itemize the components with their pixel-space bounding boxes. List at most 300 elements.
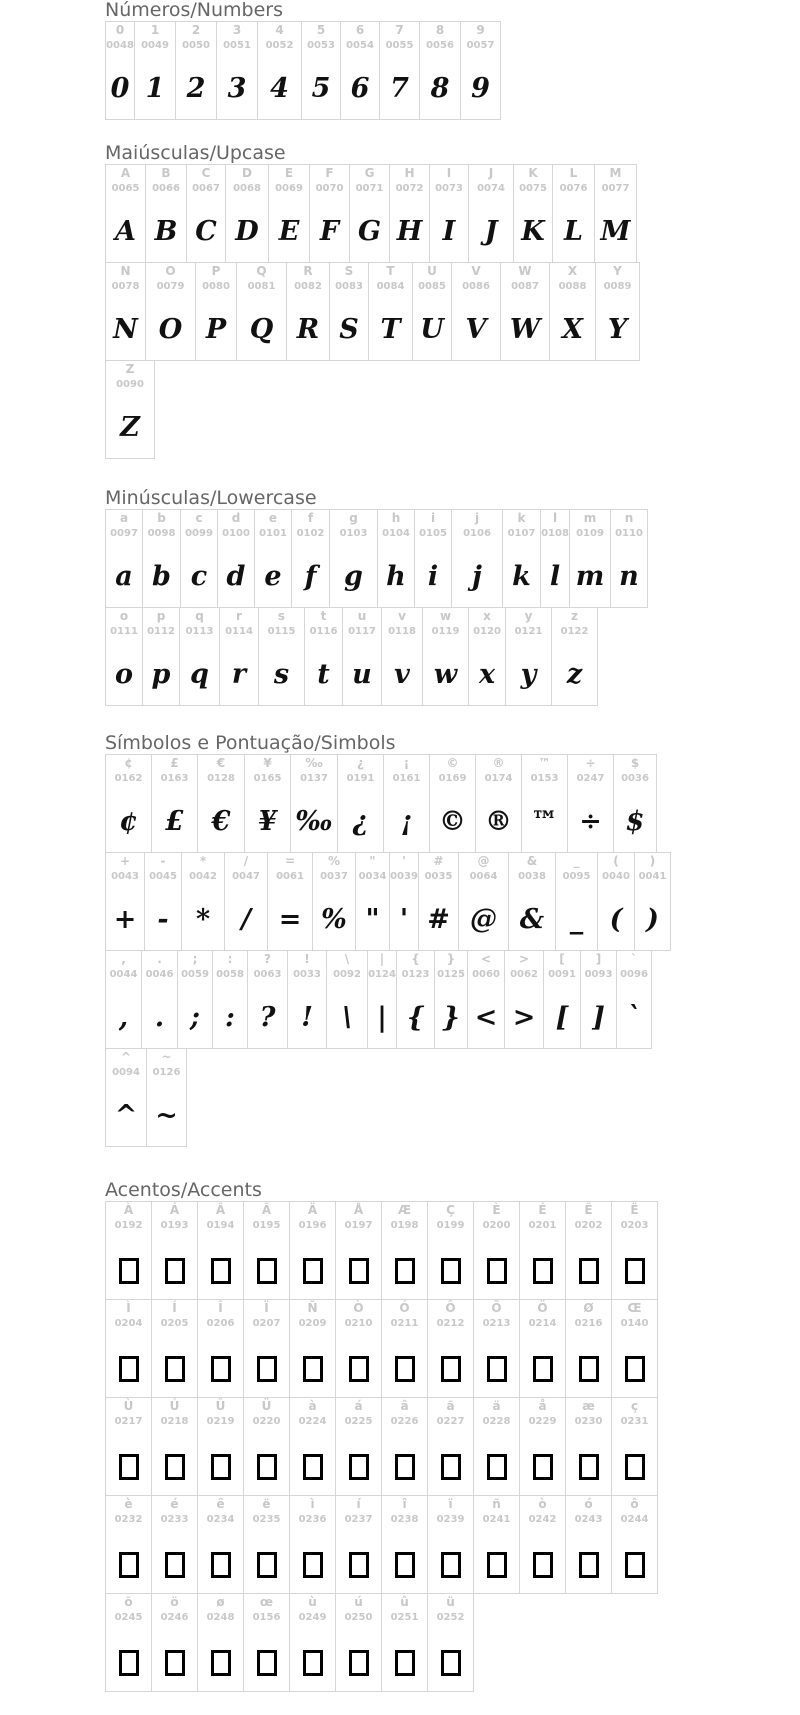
- missing-glyph-icon: [533, 1258, 553, 1284]
- glyph-row: [105, 754, 670, 852]
- glyph-cell: [504, 950, 544, 1049]
- glyph-cell: [418, 852, 459, 951]
- glyph-code: 0111: [110, 626, 138, 637]
- glyph-label: ¥: [263, 756, 272, 770]
- missing-glyph-icon: [579, 1552, 599, 1578]
- glyph-label: ü: [446, 1595, 455, 1609]
- glyph-cell: [569, 509, 611, 608]
- missing-glyph-icon: [441, 1258, 461, 1284]
- glyph-label: Ä: [307, 1203, 318, 1217]
- glyph-cell: [267, 852, 313, 951]
- glyph-code: 0105: [419, 528, 447, 539]
- glyph-cell: [540, 509, 570, 608]
- glyph-code: 0038: [518, 871, 546, 882]
- glyph-code: 0087: [511, 281, 539, 292]
- glyph-code: 0238: [390, 1514, 419, 1525]
- missing-glyph-icon: [257, 1356, 277, 1382]
- glyph-row: [105, 1495, 657, 1593]
- glyph-sample: /: [241, 904, 251, 935]
- missing-glyph-icon: [165, 1650, 185, 1676]
- glyph-code: 0140: [620, 1318, 649, 1329]
- glyph-code: 0242: [528, 1514, 557, 1525]
- glyph-label: Ê: [584, 1203, 593, 1217]
- glyph-code: 0082: [294, 281, 322, 292]
- glyph-sample: K: [521, 216, 545, 247]
- glyph-sample: s: [273, 659, 290, 690]
- glyph-label: 5: [316, 23, 326, 37]
- glyph-sample: L: [564, 216, 583, 247]
- glyph-cell: [414, 509, 452, 608]
- glyph-cell: [146, 1048, 187, 1147]
- glyph-cell: [565, 1299, 612, 1398]
- glyph-code: 0053: [307, 40, 335, 51]
- glyph-sample: h: [386, 561, 406, 592]
- glyph-code: 0091: [548, 969, 576, 980]
- glyph-code: 0041: [638, 871, 667, 882]
- glyph-code: 0077: [601, 183, 630, 194]
- glyph-sample: =: [278, 904, 302, 935]
- glyph-code: 0056: [426, 40, 454, 51]
- glyph-cell: [144, 852, 182, 951]
- section-upcase: [105, 143, 639, 458]
- glyph-label: |: [379, 952, 385, 966]
- glyph-cell: [611, 1299, 658, 1398]
- glyph-label: (: [613, 854, 619, 868]
- glyph-cell: [286, 262, 330, 361]
- glyph-cell: [567, 754, 614, 853]
- glyph-label: M: [609, 166, 622, 180]
- glyph-code: 0193: [160, 1220, 189, 1231]
- glyph-code: 0243: [574, 1514, 603, 1525]
- glyph-code: 0084: [376, 281, 405, 292]
- glyph-label: y: [524, 609, 533, 623]
- glyph-code: 0043: [111, 871, 139, 882]
- glyph-label: ?: [264, 952, 271, 966]
- glyph-label: 7: [395, 23, 404, 37]
- glyph-label: $: [630, 756, 640, 770]
- glyph-code: 0244: [620, 1514, 649, 1525]
- glyph-label: Ë: [630, 1203, 639, 1217]
- missing-glyph-icon: [395, 1552, 415, 1578]
- glyph-cell: [289, 1495, 336, 1594]
- glyph-code: 0210: [344, 1318, 373, 1329]
- glyph-cell: [175, 21, 217, 120]
- glyph-label: v: [398, 609, 406, 623]
- glyph-label: [: [559, 952, 565, 966]
- glyph-cell: [611, 1201, 658, 1300]
- glyph-row: [105, 852, 670, 950]
- glyph-sample: %: [321, 904, 347, 935]
- section-symbols: [105, 733, 670, 1146]
- glyph-row: [105, 1593, 657, 1691]
- glyph-label: C: [201, 166, 211, 180]
- glyph-code: 0108: [541, 528, 569, 539]
- glyph-code: 0079: [156, 281, 185, 292]
- glyph-label: k: [517, 511, 526, 525]
- glyph-label: r: [236, 609, 242, 623]
- glyph-code: 0116: [309, 626, 338, 637]
- glyph-cell: [105, 1048, 147, 1147]
- glyph-cell: [197, 1593, 244, 1692]
- glyph-code: 0093: [584, 969, 613, 980]
- glyph-label: Î: [218, 1301, 223, 1315]
- glyph-label: R: [303, 264, 313, 278]
- glyph-label: á: [354, 1399, 363, 1413]
- missing-glyph-icon: [119, 1258, 139, 1284]
- glyph-label: o: [119, 609, 129, 623]
- glyph-sample: w: [433, 659, 458, 690]
- glyph-label: ™: [538, 756, 551, 770]
- missing-glyph-icon: [349, 1258, 369, 1284]
- glyph-code: 0106: [463, 528, 491, 539]
- glyph-code: 0199: [436, 1220, 465, 1231]
- glyph-cell: [595, 262, 640, 361]
- glyph-cell: [180, 509, 218, 608]
- glyph-cell: [513, 164, 553, 263]
- missing-glyph-icon: [119, 1552, 139, 1578]
- missing-glyph-icon: [487, 1552, 507, 1578]
- glyph-cell: [257, 21, 302, 120]
- glyph-sample: 4: [270, 73, 289, 104]
- glyph-code: 0249: [298, 1612, 327, 1623]
- glyph-cell: [105, 360, 155, 459]
- glyph-code: 0033: [293, 969, 321, 980]
- glyph-sample: ¡: [400, 806, 413, 837]
- glyph-code: 0049: [141, 40, 169, 51]
- glyph-code: 0099: [185, 528, 213, 539]
- glyph-sample: ;: [190, 1002, 200, 1033]
- glyph-sample: ": [365, 904, 380, 935]
- glyph-label: Ç: [446, 1203, 455, 1217]
- glyph-label: ï: [448, 1497, 453, 1511]
- glyph-sample: d: [226, 561, 246, 592]
- glyph-code: 0233: [160, 1514, 189, 1525]
- glyph-label: Q: [256, 264, 267, 278]
- glyph-cell: [565, 1495, 612, 1594]
- glyph-cell: [519, 1299, 566, 1398]
- glyph-sample: ¥: [258, 806, 277, 837]
- glyph-label: æ: [582, 1399, 595, 1413]
- missing-glyph-icon: [625, 1552, 645, 1578]
- missing-glyph-icon: [533, 1454, 553, 1480]
- glyph-cell: [243, 1201, 290, 1300]
- glyph-cell: [243, 1593, 290, 1692]
- glyph-code: 0064: [469, 871, 498, 882]
- glyph-label: \: [344, 952, 350, 966]
- glyph-cell: [134, 21, 176, 120]
- glyph-sample: V: [465, 314, 487, 345]
- glyph-sample: q: [190, 659, 209, 690]
- glyph-label: T: [386, 264, 395, 278]
- missing-glyph-icon: [441, 1454, 461, 1480]
- glyph-cell: [337, 754, 384, 853]
- missing-glyph-icon: [211, 1258, 231, 1284]
- glyph-label: <: [480, 952, 492, 966]
- glyph-code: 0248: [206, 1612, 235, 1623]
- glyph-label: ó: [584, 1497, 593, 1511]
- missing-glyph-icon: [303, 1650, 323, 1676]
- glyph-label: Ã: [261, 1203, 272, 1217]
- missing-glyph-icon: [487, 1258, 507, 1284]
- glyph-label: ): [649, 854, 656, 868]
- glyph-cell: [610, 509, 648, 608]
- missing-glyph-icon: [257, 1258, 277, 1284]
- glyph-code: 0118: [388, 626, 416, 637]
- glyph-row: [105, 262, 639, 360]
- glyph-cell: [179, 607, 220, 706]
- glyph-cell: [427, 1201, 474, 1300]
- missing-glyph-icon: [395, 1454, 415, 1480]
- glyph-cell: [335, 1299, 382, 1398]
- glyph-label: À: [123, 1203, 134, 1217]
- glyph-code: 0121: [514, 626, 543, 637]
- glyph-label: V: [471, 264, 481, 278]
- glyph-cell: [473, 1299, 520, 1398]
- glyph-label: ¢: [124, 756, 133, 770]
- glyph-code: 0096: [620, 969, 648, 980]
- glyph-code: 0115: [267, 626, 296, 637]
- glyph-code: 0123: [401, 969, 430, 980]
- glyph-sample: o: [114, 659, 133, 690]
- glyph-cell: [326, 950, 368, 1049]
- glyph-label: å: [538, 1399, 547, 1413]
- glyph-code: 0069: [275, 183, 303, 194]
- missing-glyph-icon: [165, 1258, 185, 1284]
- glyph-cell: [105, 1495, 152, 1594]
- glyph-cell: [177, 950, 213, 1049]
- glyph-code: 0073: [435, 183, 463, 194]
- glyph-code: 0247: [576, 773, 605, 784]
- glyph-cell: [197, 1495, 244, 1594]
- glyph-sample: u: [352, 659, 372, 690]
- glyph-label: 8: [435, 23, 445, 37]
- glyph-label: x: [483, 609, 491, 623]
- glyph-label: e: [268, 511, 278, 525]
- missing-glyph-icon: [625, 1258, 645, 1284]
- glyph-label: _: [573, 854, 580, 868]
- glyph-code: 0169: [438, 773, 467, 784]
- glyph-sample: {: [406, 1002, 425, 1033]
- glyph-sample: c: [190, 561, 208, 592]
- glyph-cell: [383, 754, 430, 853]
- glyph-sample: t: [317, 659, 330, 690]
- glyph-cell: [340, 21, 380, 120]
- glyph-cell: [247, 950, 288, 1049]
- glyph-label: 9: [476, 23, 485, 37]
- glyph-cell: [502, 509, 541, 608]
- missing-glyph-icon: [165, 1454, 185, 1480]
- glyph-cell: [289, 1397, 336, 1496]
- glyph-label: Z: [125, 362, 135, 376]
- glyph-cell: [105, 1201, 152, 1300]
- glyph-sample: -: [157, 904, 169, 935]
- glyph-label: ç: [630, 1399, 639, 1413]
- glyph-cell: [427, 1299, 474, 1398]
- glyph-cell: [151, 1201, 198, 1300]
- glyph-sample: z: [566, 659, 583, 690]
- missing-glyph-icon: [211, 1552, 231, 1578]
- glyph-cell: [389, 164, 430, 263]
- glyph-code: 0197: [344, 1220, 373, 1231]
- glyph-label: î: [402, 1497, 407, 1511]
- glyph-label: Õ: [491, 1301, 502, 1315]
- glyph-sample: \: [342, 1002, 352, 1033]
- glyph-label: û: [400, 1595, 409, 1609]
- glyph-cell: [258, 607, 305, 706]
- glyph-code: 0119: [431, 626, 460, 637]
- glyph-sample: ©: [439, 806, 466, 837]
- glyph-cell: [244, 754, 291, 853]
- glyph-sample: N: [113, 314, 138, 345]
- glyph-cell: [434, 950, 468, 1049]
- glyph-cell: [141, 950, 178, 1049]
- glyph-label: j: [474, 511, 480, 525]
- glyph-code: 0230: [574, 1416, 603, 1427]
- glyph-sample: W: [509, 314, 541, 345]
- glyph-code: 0165: [253, 773, 282, 784]
- glyph-sample: ®: [485, 806, 512, 837]
- glyph-cell: [379, 21, 420, 120]
- glyph-cell: [105, 607, 143, 706]
- missing-glyph-icon: [349, 1650, 369, 1676]
- glyph-cell: [105, 1593, 152, 1692]
- glyph-label: Â: [215, 1203, 226, 1217]
- glyph-code: 0089: [603, 281, 632, 292]
- glyph-sample: _: [569, 904, 584, 935]
- glyph-label: Ô: [445, 1301, 456, 1315]
- glyph-code: 0114: [225, 626, 253, 637]
- glyph-label: S: [344, 264, 354, 278]
- glyph-code: 0217: [114, 1416, 143, 1427]
- glyph-sample: C: [195, 216, 217, 247]
- missing-glyph-icon: [487, 1356, 507, 1382]
- glyph-sample: @: [470, 904, 497, 935]
- glyph-label: L: [569, 166, 578, 180]
- glyph-cell: [549, 262, 596, 361]
- glyph-label: É: [538, 1203, 547, 1217]
- glyph-code: 0224: [298, 1416, 327, 1427]
- glyph-cell: [367, 950, 397, 1049]
- glyph-sample: I: [442, 216, 456, 247]
- glyph-label: Y: [613, 264, 622, 278]
- glyph-sample: f: [304, 561, 317, 592]
- glyph-cell: [195, 262, 237, 361]
- glyph-row: [105, 1299, 657, 1397]
- glyph-code: 0202: [574, 1220, 603, 1231]
- glyph-cell: [368, 262, 413, 361]
- glyph-code: 0054: [346, 40, 374, 51]
- glyph-cell: [342, 607, 382, 706]
- missing-glyph-icon: [579, 1356, 599, 1382]
- glyph-cell: [475, 754, 522, 853]
- glyph-code: 0050: [182, 40, 210, 51]
- glyph-label: Ò: [353, 1301, 364, 1315]
- glyph-cell: [151, 1299, 198, 1398]
- glyph-label: ®: [492, 756, 505, 770]
- glyph-code: 0227: [436, 1416, 465, 1427]
- glyph-cell: [473, 1201, 520, 1300]
- missing-glyph-icon: [395, 1356, 415, 1382]
- glyph-label: t: [320, 609, 327, 623]
- glyph-code: 0235: [252, 1514, 281, 1525]
- missing-glyph-icon: [119, 1356, 139, 1382]
- glyph-label: í: [356, 1497, 361, 1511]
- glyph-cell: [427, 1397, 474, 1496]
- glyph-sample: D: [235, 216, 259, 247]
- glyph-cell: [335, 1593, 382, 1692]
- glyph-cell: [412, 262, 452, 361]
- glyph-cell: [500, 262, 550, 361]
- glyph-label: B: [161, 166, 171, 180]
- glyph-cell: [519, 1397, 566, 1496]
- glyph-code: 0068: [233, 183, 261, 194]
- glyph-sample: £: [165, 806, 184, 837]
- glyph-code: 0236: [298, 1514, 327, 1525]
- section-accents: [105, 1180, 657, 1691]
- glyph-cell: [543, 950, 581, 1049]
- glyph-cell: [451, 509, 503, 608]
- glyph-cell: [197, 1397, 244, 1496]
- glyph-sample: a: [115, 561, 133, 592]
- glyph-cell: [551, 607, 598, 706]
- glyph-code: 0055: [385, 40, 414, 51]
- glyph-sample: ‰: [295, 806, 333, 837]
- glyph-cell: [105, 262, 146, 361]
- glyph-code: 0250: [344, 1612, 373, 1623]
- glyph-cell: [335, 1397, 382, 1496]
- glyph-label: K: [528, 166, 538, 180]
- glyph-code: 0107: [507, 528, 536, 539]
- glyph-cell: [468, 607, 506, 706]
- glyph-code: 0128: [207, 773, 235, 784]
- glyph-label: W: [518, 264, 532, 278]
- missing-glyph-icon: [579, 1454, 599, 1480]
- glyph-cell: [151, 1593, 198, 1692]
- glyph-label: 1: [150, 23, 160, 37]
- glyph-code: 0076: [559, 183, 588, 194]
- glyph-cell: [151, 754, 198, 853]
- glyph-code: 0246: [160, 1612, 189, 1623]
- glyph-code: 0161: [392, 773, 421, 784]
- glyph-code: 0163: [160, 773, 189, 784]
- glyph-sample: r: [231, 659, 247, 690]
- missing-glyph-icon: [211, 1454, 231, 1480]
- glyph-cell: [329, 262, 369, 361]
- glyph-cell: [389, 852, 419, 951]
- glyph-code: 0095: [562, 871, 591, 882]
- glyph-cell: [519, 1201, 566, 1300]
- glyph-cell: [105, 164, 146, 263]
- missing-glyph-icon: [165, 1356, 185, 1382]
- glyph-code: 0191: [346, 773, 375, 784]
- glyph-cell: [105, 1299, 152, 1398]
- glyph-label: ù: [308, 1595, 317, 1609]
- section-title: Símbolos e Pontuação/Simbols: [105, 732, 396, 754]
- glyph-label: O: [165, 264, 176, 278]
- glyph-code: 0203: [620, 1220, 649, 1231]
- glyph-cell: [381, 1201, 428, 1300]
- glyph-cell: [212, 950, 248, 1049]
- glyph-code: 0100: [222, 528, 250, 539]
- missing-glyph-icon: [119, 1650, 139, 1676]
- glyph-sample: 6: [350, 73, 370, 104]
- glyph-code: 0219: [206, 1416, 235, 1427]
- glyph-sample: F: [319, 216, 340, 247]
- glyph-code: 0090: [116, 379, 144, 390]
- glyph-sample: ): [646, 904, 659, 935]
- glyph-sample: X: [562, 314, 583, 345]
- glyph-code: 0088: [558, 281, 587, 292]
